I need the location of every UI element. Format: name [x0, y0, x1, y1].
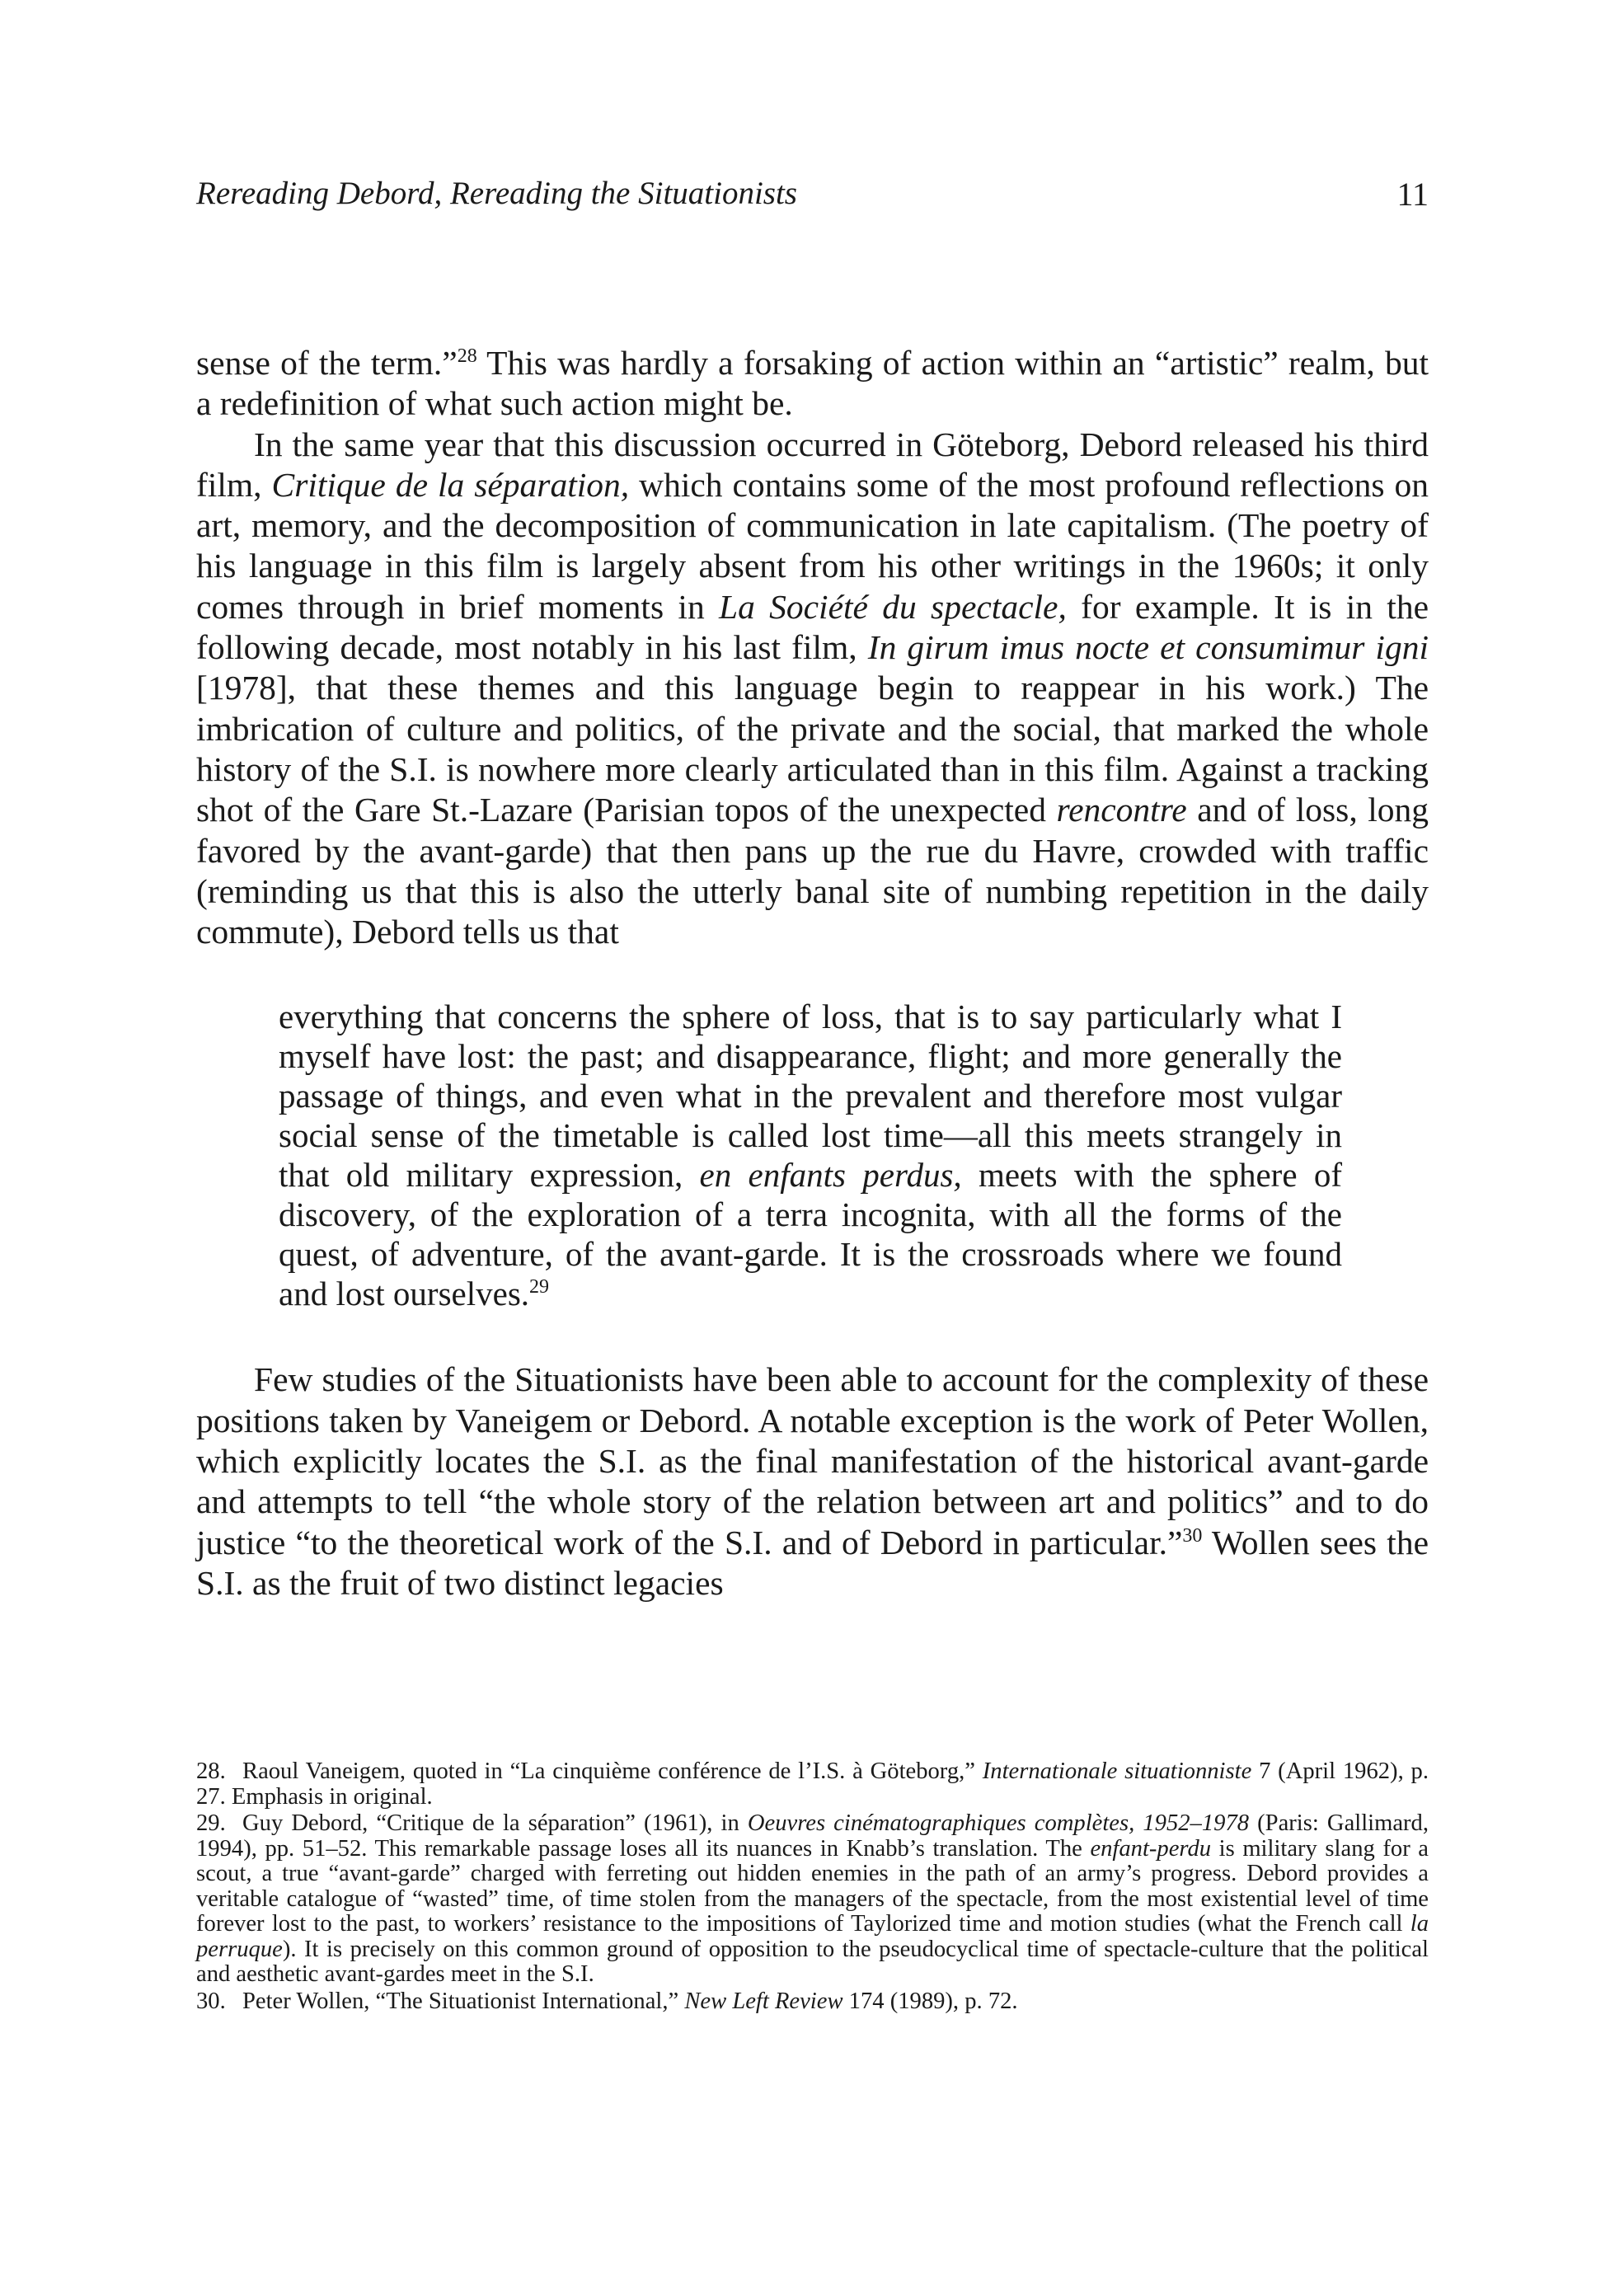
text-run: everything that concerns the sphere of loss, that is to say particularly what I myself have lost: the past; and disappearance, flight; and more generally the passage of things, and even what in the prevalent and therefore most vulgar social sense of the timetable is called lost time—all this meets strangely in that old military expression, [279, 998, 1342, 1195]
text-run: Raoul Vaneigem, quoted in “La cinquième conférence de l’I.S. à Göteborg,” [242, 1758, 983, 1784]
footnote-28 [196, 1759, 1429, 1810]
text-run: Wollen sees the S.I. as the fruit of two distinct legacies [196, 1523, 1429, 1602]
text-run: is military slang for a scout, a true “avant-garde” charged with ferreting out hidden enemies in the path of an army’s progress. Debord provides a veritable catalogue of “wasted” time, of time stolen from the managers of the spectacle, from the most existential level of time forever lost to the past, to workers’ resistance to the impositions of Taylorized time and motion studies (what the French call [196, 1835, 1429, 1937]
text-run: 7 (April 1962), p. 27. Emphasis in original. [196, 1758, 1429, 1810]
text-run: sense of the term.” [196, 344, 458, 382]
footnote-number: 28. [196, 1758, 226, 1784]
footnote-ref-28: 28 [457, 345, 477, 367]
film-title-italic: In girum imus nocte et consumimur igni [867, 628, 1429, 667]
text-run: for example. It is in the following decade, most notably in his last film, [196, 587, 1429, 667]
running-head [196, 175, 1429, 224]
text-run: Peter Wollen, “The Situationist International,” [242, 1988, 685, 2014]
text-run: [1978], that these themes and this language begin to reappear in his work.) The imbrication of culture and politics, of the private and the social, that marked the whole history of the S.I. is nowhere more clearly articulated than in this film. Against a tracking shot of the Gare St.-Lazare (Parisian topos of the unexpected [196, 669, 1429, 829]
journal-title-italic: Internationale situationniste [982, 1758, 1252, 1784]
footnote-ref-29: 29 [529, 1276, 550, 1298]
text-run: Few studies of the Situationists have been able to account for the complexity of these positions taken by Vaneigem or Debord. A notable exception is the work of Peter Wollen, which explicitly locates the S.I. as the final manifestation of the historical avant-garde and attempts to tell “the whole story of the relation between art and politics” and to do justice “to the theoretical work of the S.I. and of Debord in particular.” [196, 1360, 1429, 1561]
text-run: In the same year that this discussion occurred in Göteborg, Debord released his third film, [196, 425, 1429, 504]
paragraph-3 [196, 1359, 1429, 1604]
footnote-ref-30: 30 [1182, 1524, 1203, 1547]
footnote-29 [196, 1811, 1429, 1988]
term-italic: la perruque [196, 1911, 1429, 1962]
term-italic: rencontre [1056, 791, 1187, 829]
footnote-30 [196, 1989, 1429, 2015]
book-title-italic: La Société du spectacle, [719, 587, 1067, 626]
text-run: 174 (1989), p. 72. [843, 1988, 1018, 2014]
text-run: This was hardly a forsaking of action within an “artistic” realm, but a redefinition of what such action might be. [196, 344, 1429, 423]
film-title-italic: Critique de la séparation, [271, 465, 630, 504]
text-run: which contains some of the most profound reflections on art, memory, and the decomposition of communication in late capitalism. (The poetry of his language in this film is largely absent from his other writings in the 1960s; it only comes through in brief moments in [196, 465, 1429, 626]
text-run: Guy Debord, “Critique de la séparation” (1961), in [242, 1810, 748, 1836]
block-quote [279, 997, 1342, 1313]
term-italic: enfant-perdu [1090, 1835, 1212, 1862]
text-run: meets with the sphere of discovery, of the exploration of a terra incognita, with all the forms of the quest, of adventure, of the avant-garde. It is the crossroads where we found and lost ourselves. [279, 1156, 1342, 1313]
main-text [196, 343, 1429, 1604]
page-number: 11 [1396, 176, 1429, 213]
footnotes [196, 1759, 1429, 2016]
book-title-italic: Oeuvres cinématographiques complètes, 1952–1978 [747, 1810, 1250, 1836]
running-head-title: Rereading Debord, Rereading the Situationists [196, 176, 797, 211]
footnote-number: 29. [196, 1810, 226, 1836]
footnote-number: 30. [196, 1988, 226, 2014]
journal-title-italic: New Left Review [684, 1988, 843, 2014]
text-run: and of loss, long favored by the avant-garde) that then pans up the rue du Havre, crowded with traffic (reminding us that this is also the utterly banal site of numbing repetition in the daily commute), Debord tells us that [196, 791, 1429, 951]
text-run: (Paris: Gallimard, 1994), pp. 51–52. This remarkable passage loses all its nuances in Knabb’s translation. The [196, 1810, 1429, 1862]
phrase-italic: en enfants perdus, [699, 1156, 962, 1195]
text-run: ). It is precisely on this common ground of opposition to the pseudocyclical time of spectacle-culture that the political and aesthetic avant-gardes meet in the S.I. [196, 1936, 1429, 1987]
paragraph-1 [196, 343, 1429, 425]
paragraph-2 [196, 425, 1429, 953]
